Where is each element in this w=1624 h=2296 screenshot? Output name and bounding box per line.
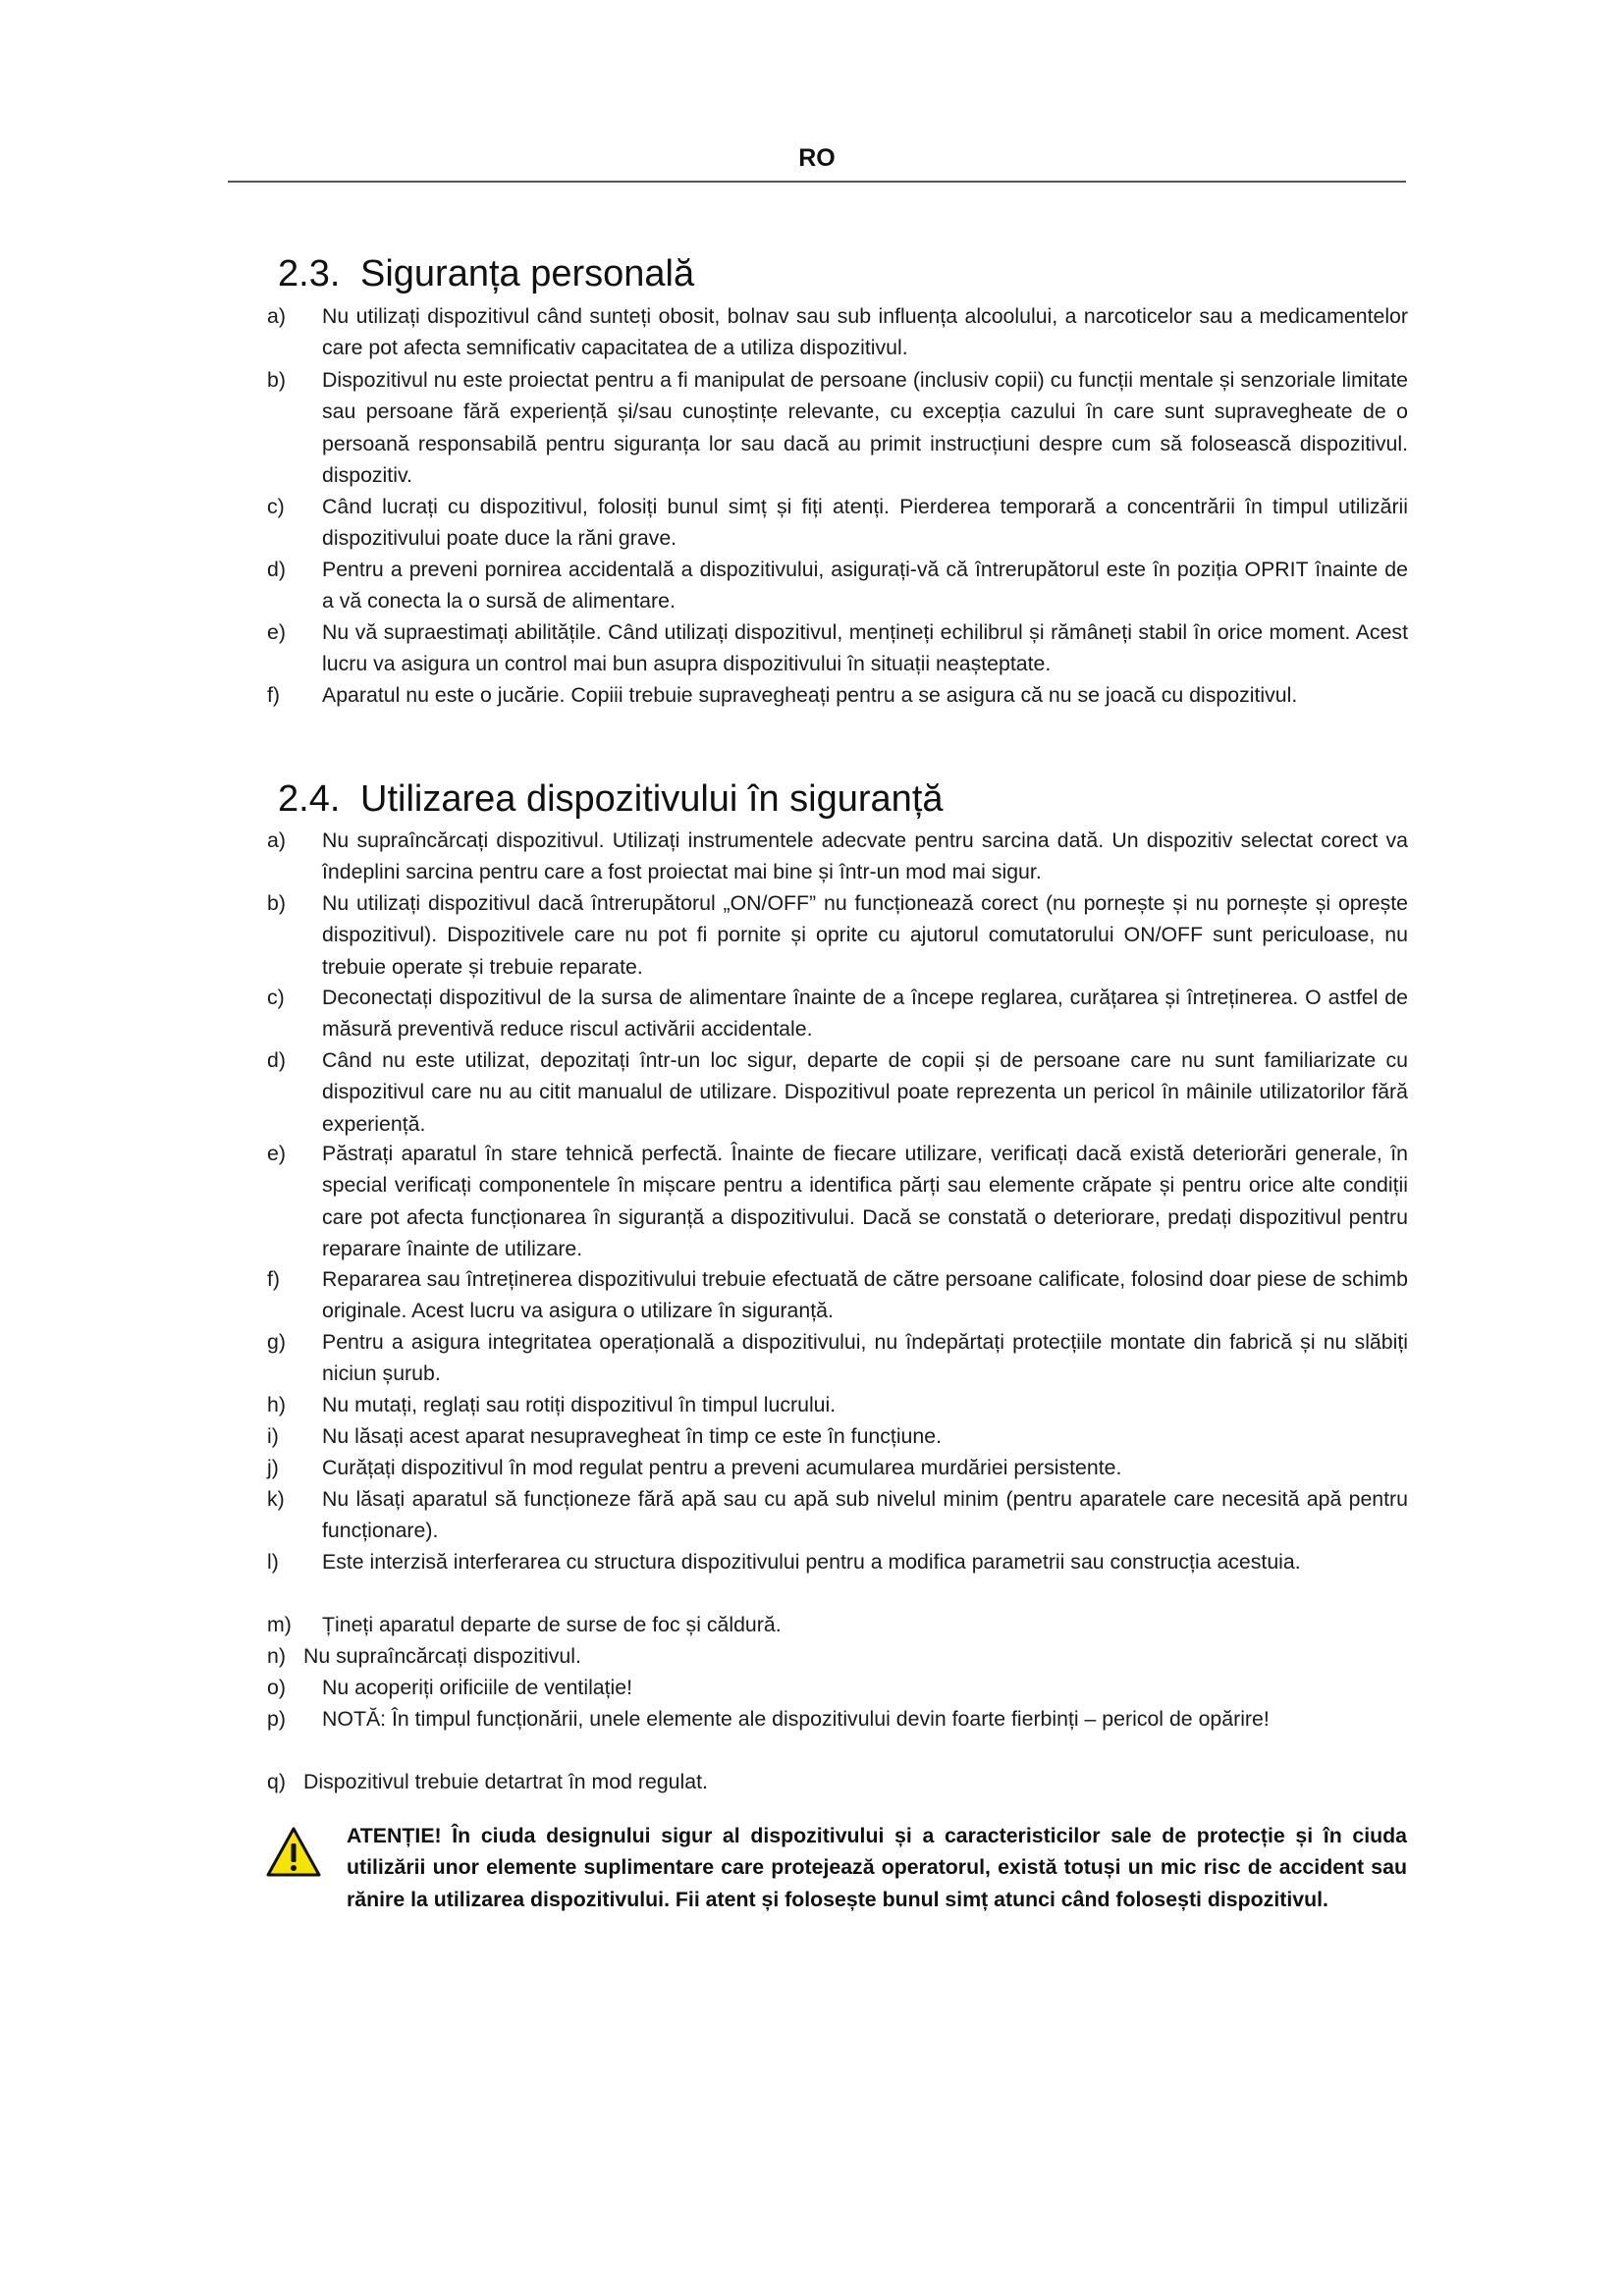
item-text: Nu supraîncărcați dispozitivul.	[303, 1644, 581, 1668]
item-text: Nu mutați, reglați sau rotiți dispozitivul în timpul lucrului.	[322, 1393, 837, 1416]
item-text: Dispozitivul nu este proiectat pentru a fi manipulat de persoane (inclusiv copii) cu funcții mentale și senzoriale limitate sau persoane fără experiență și/sau cunoștințe relevante, cu excepția cazului în care sunt supravegheate de o persoană responsabilă pentru siguranța lor sau dacă au primit instrucțiuni despre cum să folosească dispozitivul. dispozitiv.	[322, 368, 1408, 487]
item-text: Repararea sau întreținerea dispozitivului trebuie efectuată de către persoane calificate, folosind doar piese de schimb originale. Acest lucru va asigura o utilizare în siguranță.	[322, 1267, 1408, 1323]
item-letter: e)	[267, 620, 286, 644]
item-letter: q)	[267, 1770, 286, 1793]
item-text: Dispozitivul trebuie detartrat în mod regulat.	[303, 1770, 708, 1793]
item-letter: a)	[267, 304, 286, 328]
page-header	[228, 135, 1406, 183]
item-letter: k)	[267, 1487, 285, 1511]
section-number: 2.3.	[278, 253, 341, 294]
item-text: Aparatul nu este o jucărie. Copiii trebuie supravegheați pentru a se asigura că nu se joacă cu dispozitivul.	[322, 683, 1298, 707]
item-text: Nu supraîncărcați dispozitivul. Utilizați instrumentele adecvate pentru sarcina dată. Un dispozitiv selectat corect va îndeplini sarcina pentru care a fost proiectat mai bine și într-un mod mai sigur.	[322, 828, 1408, 884]
item-text: Pentru a preveni pornirea accidentală a dispozitivului, asigurați-vă că întrerupătorul este în poziția OPRIT înainte de a vă conecta la o sursă de alimentare.	[322, 558, 1408, 614]
warning-triangle-icon	[266, 1827, 321, 1878]
warning-text: ATENȚIE! În ciuda designului sigur al dispozitivului și a caracteristicilor sale de protecție și în ciuda utilizării unor elemente suplimentare care protejează operatorul, există totuși un mic risc de accident sau rănire la utilizarea dispozitivului. Fii atent și folosește bunul simț atunci când folosești dispozitivul.	[347, 1824, 1407, 1911]
item-letter: o)	[267, 1676, 286, 1699]
item-letter: h)	[267, 1393, 286, 1416]
item-letter: d)	[267, 558, 286, 581]
item-text: Țineți aparatul departe de surse de foc și căldură.	[322, 1613, 782, 1636]
item-text: Nu vă supraestimați abilitățile. Când utilizați dispozitivul, mențineți echilibrul și rămâneți stabil în orice moment. Acest lucru va asigura un control mai bun asupra dispozitivului în situații neașteptate.	[322, 620, 1408, 676]
section-title	[278, 250, 694, 297]
item-letter: f)	[267, 683, 281, 707]
item-text: Nu acoperiți orificiile de ventilație!	[322, 1676, 633, 1699]
item-text: Când nu este utilizat, depozitați într-un loc sigur, departe de copii și de persoane care nu sunt familiarizate cu dispozitivul care nu au citit manualul de utilizare. Dispozitivul poate reprezenta un pericol în mâinile utilizatorilor fără experiență.	[322, 1048, 1408, 1136]
item-letter: i)	[267, 1424, 279, 1448]
item-text: Păstrați aparatul în stare tehnică perfectă. Înainte de fiecare utilizare, verificați dacă există deteriorări generale, în special verificați componentele în mișcare pentru a identifica părți sau elemente crăpate și pentru orice alte condiții care pot afecta funcționarea în siguranță a dispozitivului. Dacă se constată o deteriorare, predați dispozitivul pentru reparare înainte de utilizare.	[322, 1142, 1408, 1260]
item-letter: n)	[267, 1644, 286, 1668]
item-text: Deconectați dispozitivul de la sursa de alimentare înainte de a începe reglarea, curățarea și întreținerea. O astfel de măsură preventivă reduce riscul activării accidentale.	[322, 986, 1408, 1041]
item-text: Nu utilizați dispozitivul când sunteți obosit, bolnav sau sub influența alcoolului, a narcoticelor sau a medicamentelor care pot afecta semnificativ capacitatea de a utiliza dispozitivul.	[322, 304, 1408, 360]
item-letter: g)	[267, 1330, 286, 1354]
item-text: Când lucrați cu dispozitivul, folosiți bunul simț și fiți atenți. Pierderea temporară a concentrării în timpul utilizării dispozitivului poate duce la răni grave.	[322, 495, 1408, 551]
item-letter: j)	[267, 1456, 279, 1479]
item-letter: l)	[267, 1550, 279, 1574]
item-letter: b)	[267, 368, 286, 392]
item-text: Pentru a asigura integritatea operațională a dispozitivului, nu îndepărtați protecțiile montate din fabrică și nu slăbiți niciun șurub.	[322, 1330, 1408, 1386]
item-text: Nu lăsați aparatul să funcționeze fără apă sau cu apă sub nivelul minim (pentru aparatele care necesită apă pentru funcționare).	[322, 1487, 1408, 1543]
item-letter: b)	[267, 891, 286, 915]
item-text: Nu utilizați dispozitivul dacă întrerupătorul „ON/OFF” nu funcționează corect (nu pornește și nu pornește și oprește dispozitivul). Dispozitivele care nu pot fi pornite și oprite cu ajutorul comutatorului ON/OFF sunt periculoase, nu trebuie operate și trebuie reparate.	[322, 891, 1408, 979]
section-number: 2.4.	[278, 778, 341, 820]
language-code: RO	[798, 144, 836, 172]
item-letter: p)	[267, 1707, 286, 1731]
item-letter: d)	[267, 1048, 286, 1072]
section-title-text: Utilizarea dispozitivului în siguranță	[360, 778, 944, 820]
item-letter: f)	[267, 1267, 281, 1291]
item-letter: c)	[267, 986, 285, 1009]
item-letter: a)	[267, 828, 286, 852]
item-letter: m)	[267, 1613, 292, 1636]
item-text: Nu lăsați acest aparat nesupravegheat în timp ce este în funcțiune.	[322, 1424, 943, 1448]
item-text: Curățați dispozitivul în mod regulat pentru a preveni acumularea murdăriei persistente.	[322, 1456, 1122, 1479]
item-text: NOTĂ: În timpul funcționării, unele elemente ale dispozitivului devin foarte fierbinți – pericol de opărire!	[322, 1707, 1270, 1731]
item-letter: e)	[267, 1142, 286, 1165]
section-title-text: Siguranța personală	[360, 253, 695, 294]
item-text: Este interzisă interferarea cu structura dispozitivului pentru a modifica parametrii sau construcția acestuia.	[322, 1550, 1301, 1574]
warning-notice	[0, 1820, 1624, 1957]
section-title	[278, 775, 944, 823]
item-letter: c)	[267, 495, 285, 518]
